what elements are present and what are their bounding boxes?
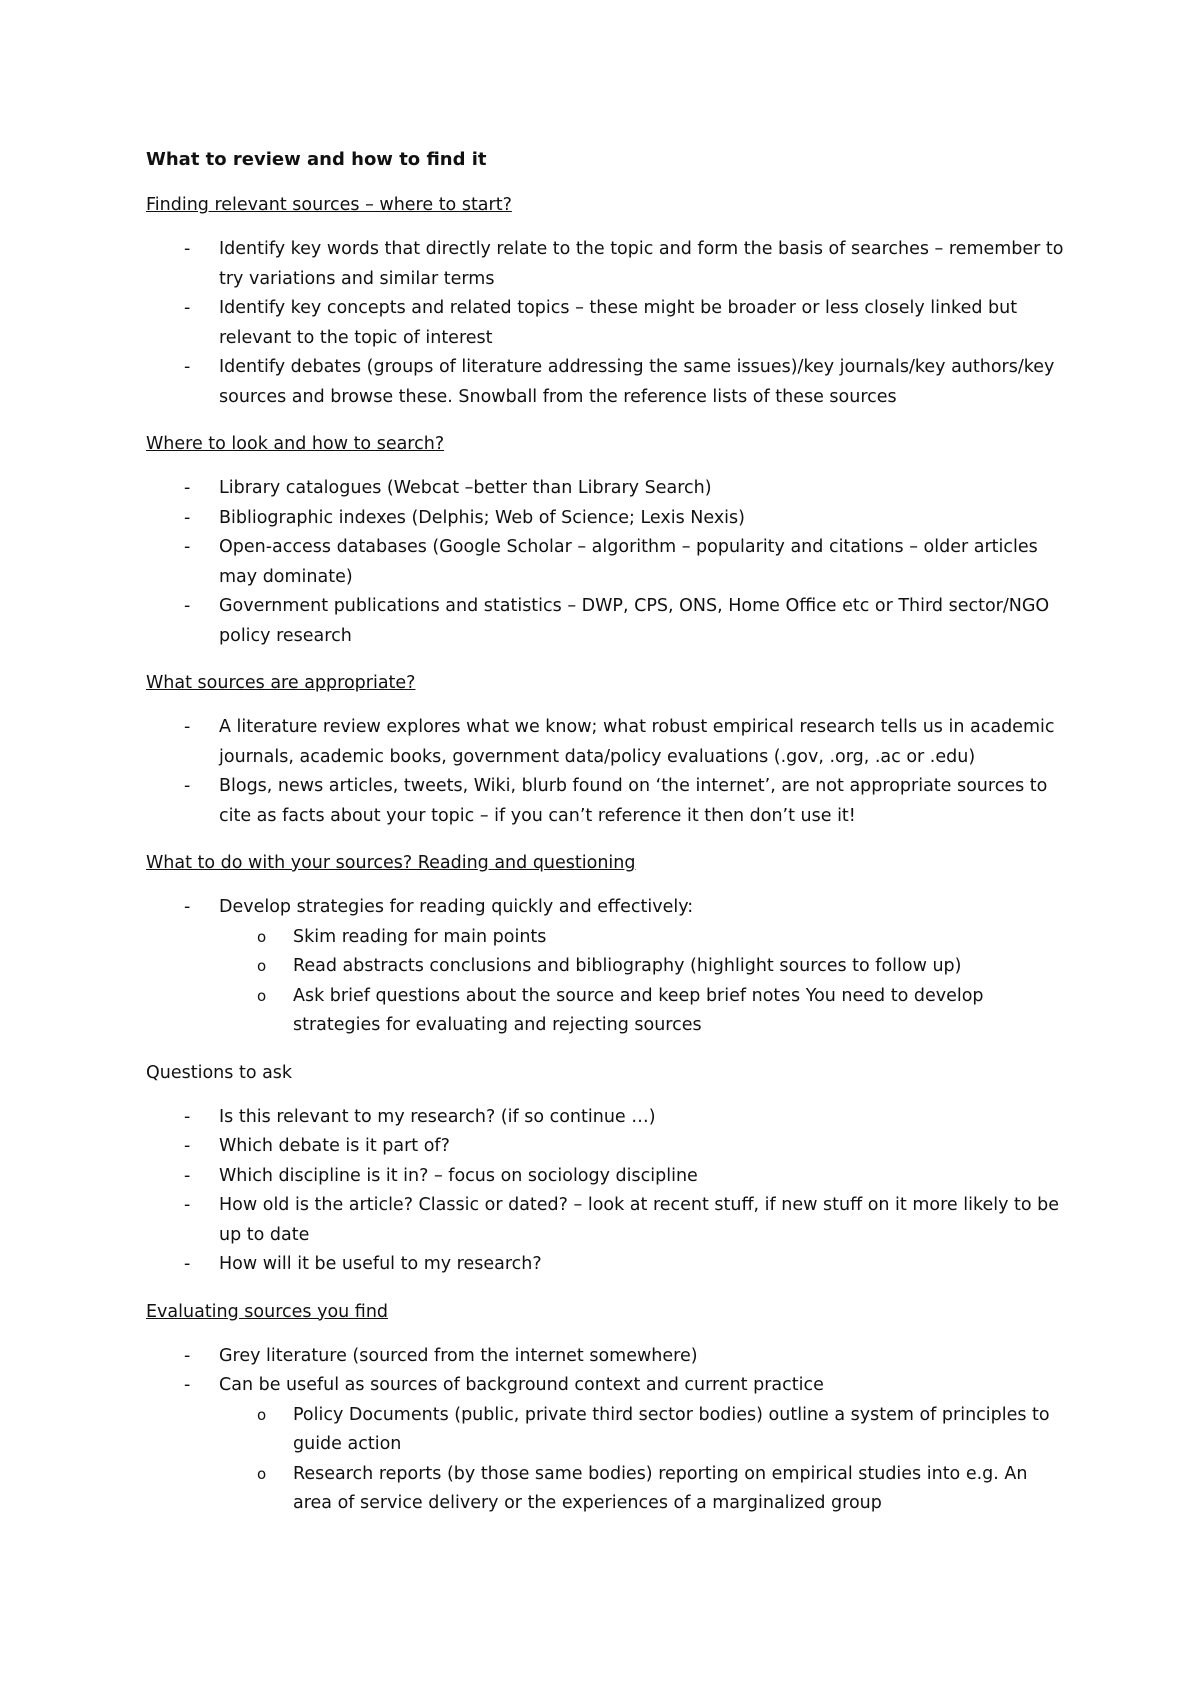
list-item: - Grey literature (sourced from the internet somewhere) (146, 1342, 1066, 1372)
list-item (146, 1371, 1066, 1519)
sub-list-item: o Read abstracts conclusions and bibliography (highlight sources to follow up) (219, 952, 1066, 982)
list-item: - Blogs, news articles, tweets, Wiki, blurb found on ‘the internet’, are not appropriate sources to cite as facts about your topic – if you can’t reference it then don’t use it! (146, 772, 1066, 831)
list-item-text: Can be useful as sources of background context and current practice (219, 1375, 824, 1395)
list-item (146, 893, 1066, 1041)
list-item: - A literature review explores what we know; what robust empirical research tells us in academic journals, academic books, government data/policy evaluations (.gov, .org, .ac or .edu) (146, 713, 1066, 772)
section-heading: Evaluating sources you find (146, 1301, 389, 1322)
bullet-list (146, 893, 1066, 1041)
list-item: - Which discipline is it in? – focus on sociology discipline (146, 1162, 1066, 1192)
list-item: - Identify debates (groups of literature addressing the same issues)/key journals/key authors/key sources and browse these. Snowball from the reference lists of these sources (146, 353, 1066, 412)
list-item: - How will it be useful to my research? (146, 1250, 1066, 1280)
list-item-text: Develop strategies for reading quickly and effectively: (219, 897, 694, 917)
sub-bullet-list (219, 923, 1066, 1041)
bullet-list (146, 713, 1066, 831)
sub-list-item: o Ask brief questions about the source and keep brief notes You need to develop strategies for evaluating and rejecting sources (219, 982, 1066, 1041)
list-item: - Is this relevant to my research? (if so continue …) (146, 1103, 1066, 1133)
list-item: - Government publications and statistics – DWP, CPS, ONS, Home Office etc or Third sector/NGO policy research (146, 592, 1066, 651)
sub-list-item: o Research reports (by those same bodies) reporting on empirical studies into e.g. An area of service delivery or the experiences of a marginalized group (219, 1460, 1066, 1519)
list-item: - Open-access databases (Google Scholar – algorithm – popularity and citations – older articles may dominate) (146, 533, 1066, 592)
bullet-list (146, 474, 1066, 651)
sub-bullet-list (219, 1401, 1066, 1519)
list-item: - Which debate is it part of? (146, 1132, 1066, 1162)
section-heading: Finding relevant sources – where to start? (146, 195, 512, 215)
sub-list-item: o Skim reading for main points (219, 923, 1066, 953)
bullet-list (146, 1342, 1066, 1519)
section-heading: What sources are appropriate? (146, 673, 416, 693)
section-heading: What to do with your sources? Reading and questioning (146, 853, 636, 873)
section-heading: Questions to ask (146, 1062, 293, 1083)
sub-list-item: o Policy Documents (public, private third sector bodies) outline a system of principles to guide action (219, 1401, 1066, 1460)
list-item: - Identify key words that directly relate to the topic and form the basis of searches – remember to try variations and similar terms (146, 235, 1066, 294)
section-heading: Where to look and how to search? (146, 434, 445, 454)
bullet-list (146, 235, 1066, 412)
list-item: - Library catalogues (Webcat –better than Library Search) (146, 474, 1066, 504)
document-body (146, 146, 1066, 1537)
document-title: What to review and how to find it (146, 149, 487, 170)
bullet-list (146, 1103, 1066, 1280)
list-item: - Identify key concepts and related topics – these might be broader or less closely linked but relevant to the topic of interest (146, 294, 1066, 353)
list-item: - Bibliographic indexes (Delphis; Web of Science; Lexis Nexis) (146, 504, 1066, 534)
list-item: - How old is the article? Classic or dated? – look at recent stuff, if new stuff on it more likely to be up to date (146, 1191, 1066, 1250)
